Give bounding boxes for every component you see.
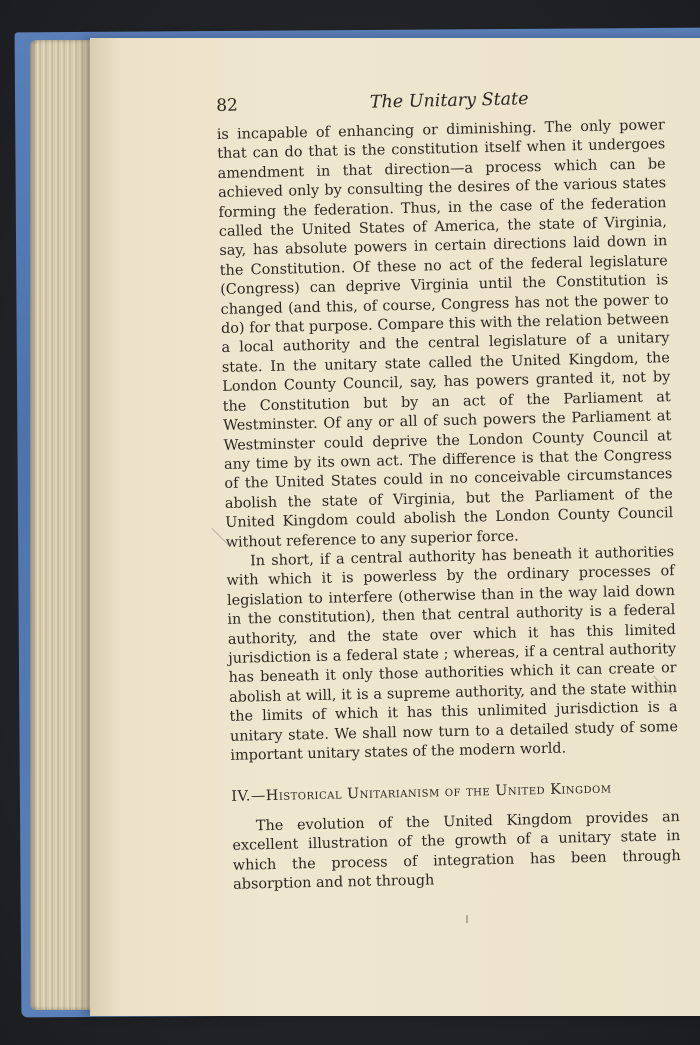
running-title: The Unitary State: [369, 89, 529, 113]
section-heading: IV.—Historical Unitarianism of the United Kingdom: [231, 780, 612, 806]
page-content: [216, 86, 681, 895]
paragraph-continued: is incapable of enhancing or diminishing. The only power that can do that is the constitution itself when it undergoes amendment in that direction—a process which can be achieved only by consulting the desires of the various states forming the federation. Thus, in the case of the federation called the United States of America, the state of Virginia, say, has absolute powers in certain directions laid down in the Constitution. Of these no act of the federal legislature (Congress) can deprive Virginia until the Constitution is changed (and this, of course, Congress has not the power to do) for that purpose. Compare this with the relation between a local authority and the central legislature of a unitary state. In the unitary state called the United Kingdom, the London County Council, say, has powers granted it, not by the Constitution but by an act of the Parliament at Westminster. Of any or all of such powers the Parliament at Westminster could deprive the London County Council at any time by its own act. The difference is that the Congress of the United States could in no conceivable circumstances abolish the state of Virginia, but the Parliament of the United Kingdom could abolish the London County Council without reference to any superior force.: [216, 117, 674, 551]
paragraph-in-short: In short, if a central authority has beneath it authorities with which it is powerless by the ordinary processes of legislation to interfere (otherwise than in the way laid down in the constitution), then that central authority is a federal authority, and the state over which it has this limited jurisdiction is a federal state ; whereas, if a central authority has beneath it only those authorities which it can create or abolish at will, it is a supreme authority, and the state within the limits of which it has this unlimited jurisdiction is a unitary state. We shall now turn to a detailed study of some important unitary states of the modern world.: [226, 544, 679, 764]
page-number: 82: [216, 95, 239, 116]
section-paragraph: The evolution of the United Kingdom provides an excellent illustration of the growth of a unitary state in which the process of integration has been through absorption and not through: [232, 808, 681, 893]
paper-speck: [466, 915, 468, 923]
body-text: [217, 116, 682, 895]
